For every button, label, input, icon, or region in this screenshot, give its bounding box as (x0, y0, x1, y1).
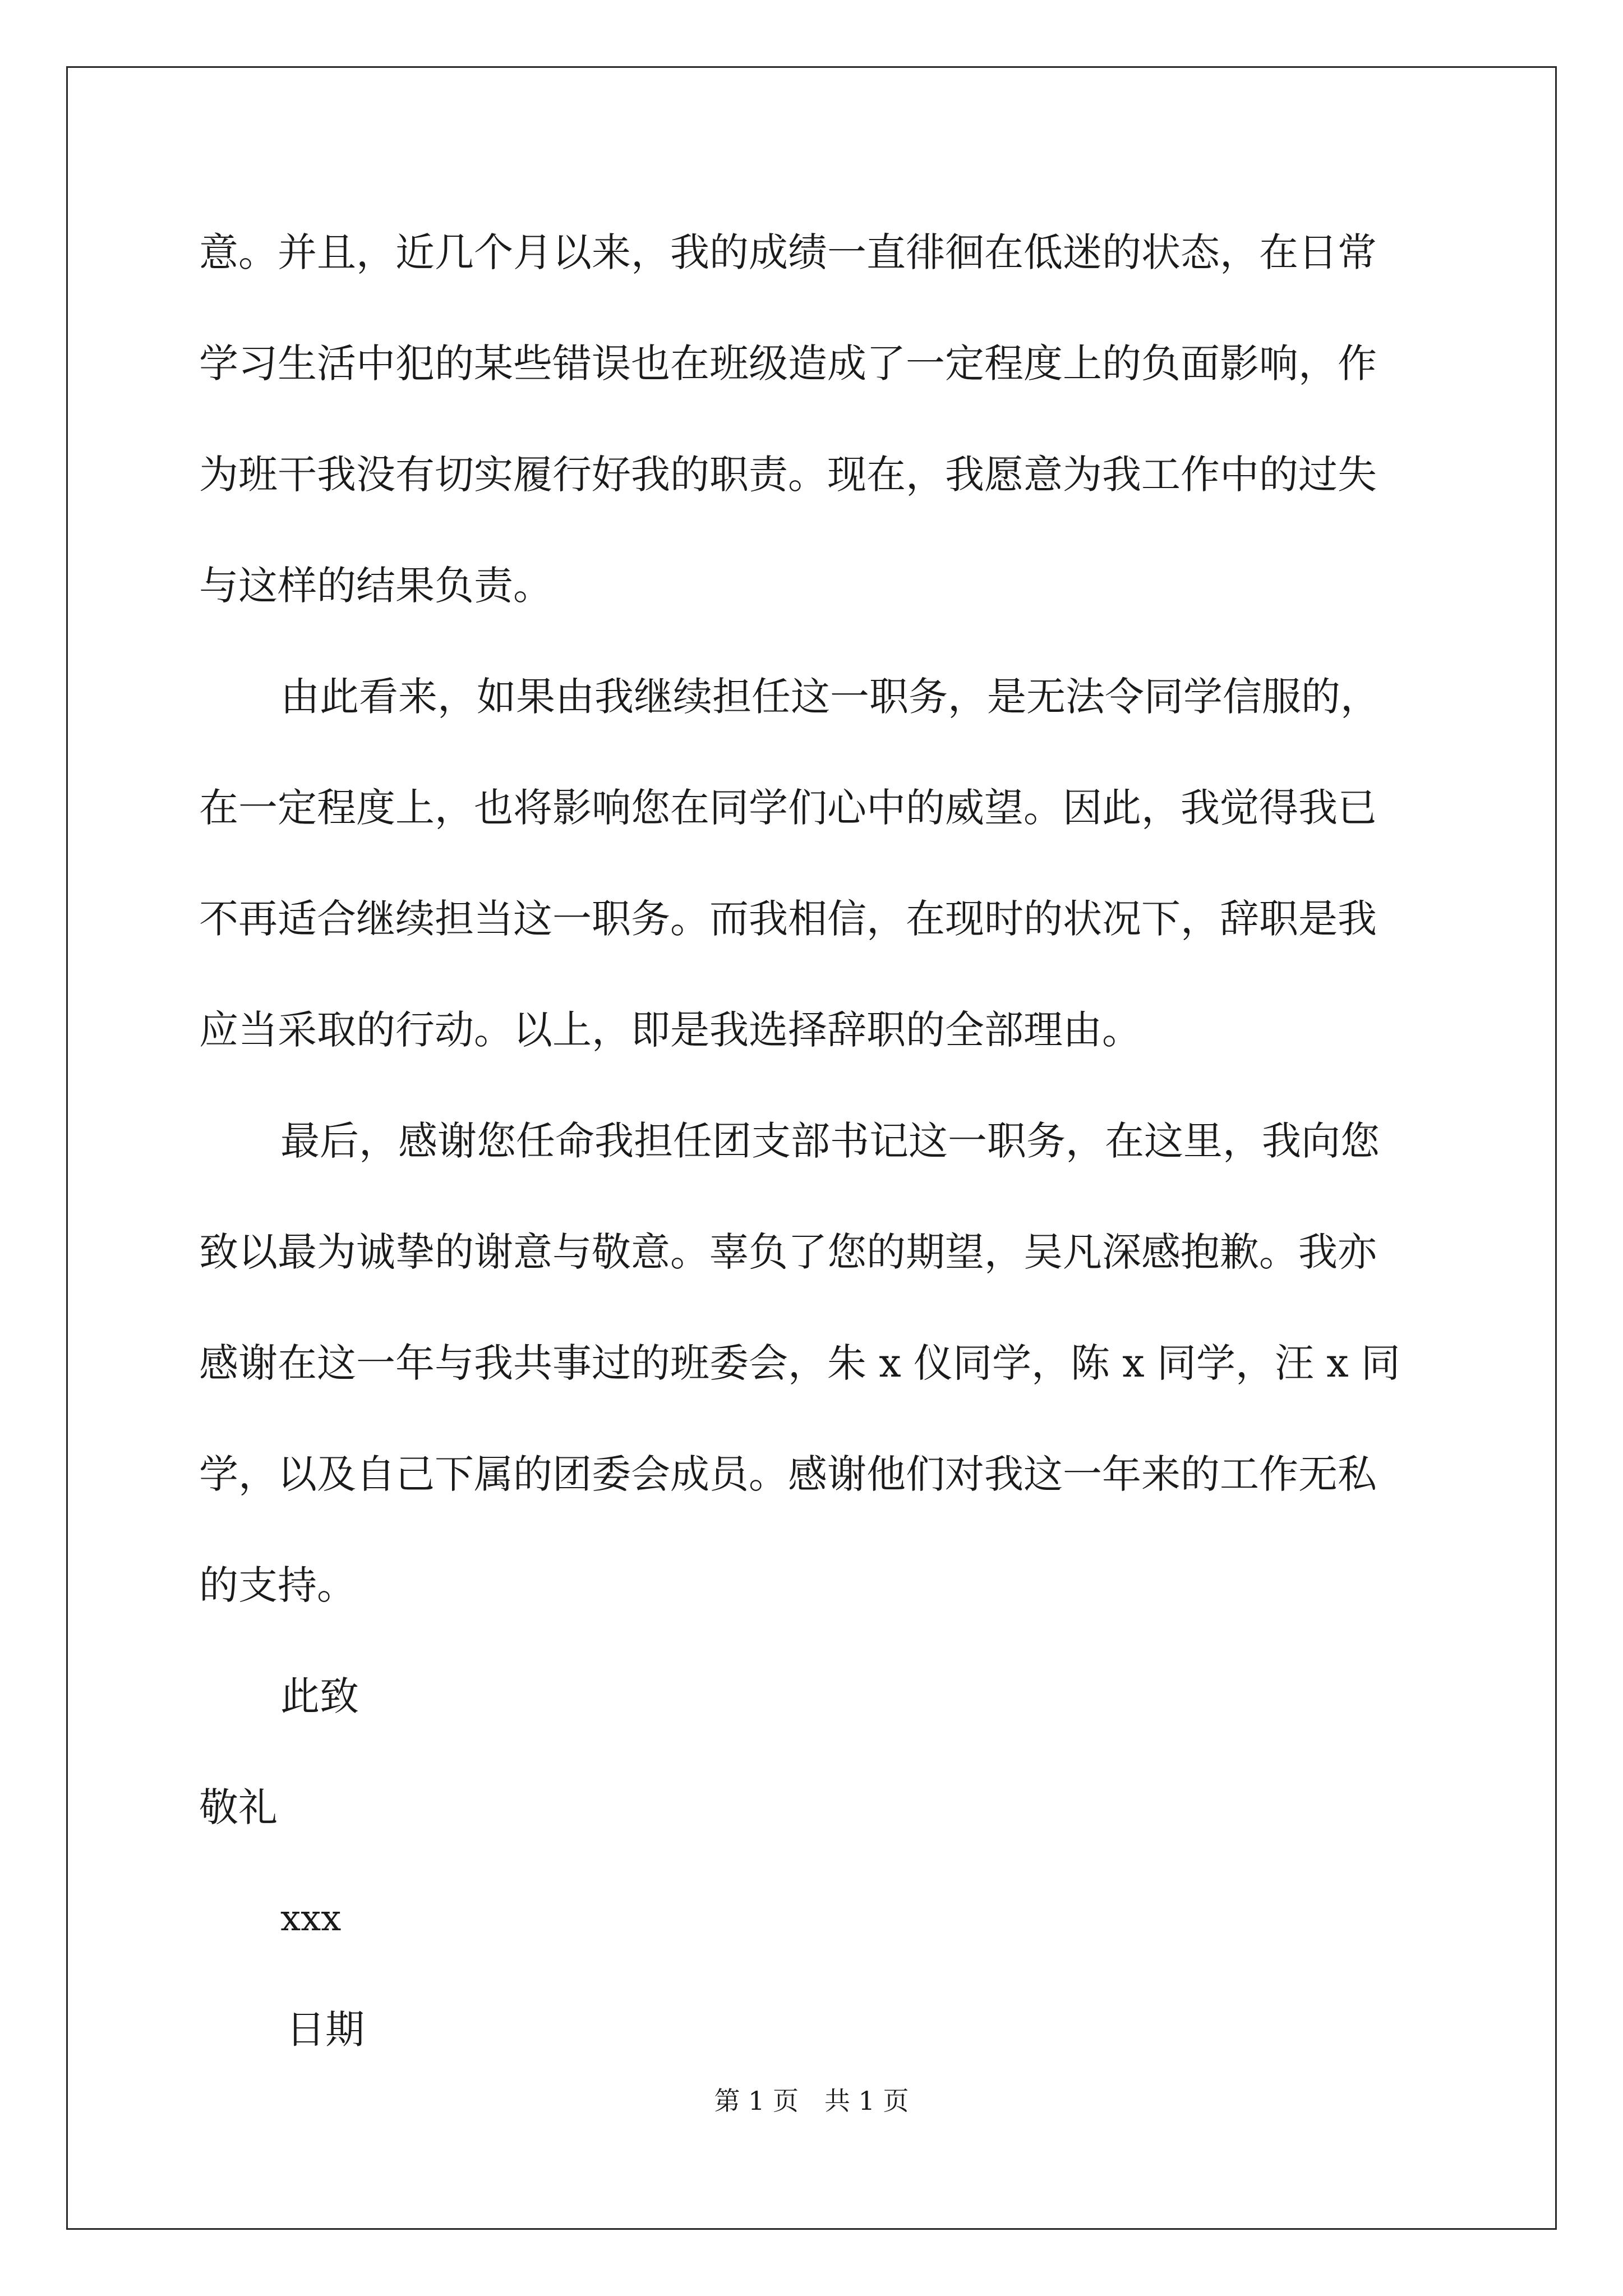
body-line: 为班干我没有切实履行好我的职责。现在，我愿意为我工作中的过失 (199, 452, 1377, 498)
body-line: 应当采取的行动。以上，即是我选择辞职的全部理由。 (199, 1007, 1141, 1053)
body-line: 与这样的结果负责。 (199, 563, 552, 609)
body-line: 不再适合继续担当这一职务。而我相信，在现时的状况下，辞职是我 (199, 896, 1377, 942)
closing-phrase: 此致 (280, 1673, 359, 1719)
body-line: 最后，感谢您任命我担任团支部书记这一职务，在这里，我向您 (280, 1118, 1380, 1164)
body-line: 的支持。 (199, 1562, 356, 1608)
body-line: 致以最为诚挚的谢意与敬意。辜负了您的期望，吴凡深感抱歉。我亦 (199, 1229, 1377, 1275)
body-line: 感谢在这一年与我共事过的班委会，朱 x 仪同学，陈 x 同学，汪 x 同 (199, 1340, 1400, 1386)
body-line: 由此看来，如果由我继续担任这一职务，是无法令同学信服的， (280, 674, 1380, 720)
body-line: 学，以及自己下属的团委会成员。感谢他们对我这一年来的工作无私 (199, 1451, 1377, 1497)
body-line: 意。并且，近几个月以来，我的成绩一直徘徊在低迷的状态，在日常 (199, 229, 1377, 275)
salutation: 敬礼 (199, 1784, 278, 1830)
signature-name: xxx (280, 1898, 342, 1939)
signature-date: 日期 (286, 2007, 365, 2053)
body-line: 在一定程度上，也将影响您在同学们心中的威望。因此，我觉得我已 (199, 785, 1377, 831)
letter-body (199, 213, 1427, 2101)
body-line: 学习生活中犯的某些错误也在班级造成了一定程度上的负面影响，作 (199, 341, 1377, 386)
page-footer: 第 1 页 共 1 页 (714, 2086, 909, 2116)
